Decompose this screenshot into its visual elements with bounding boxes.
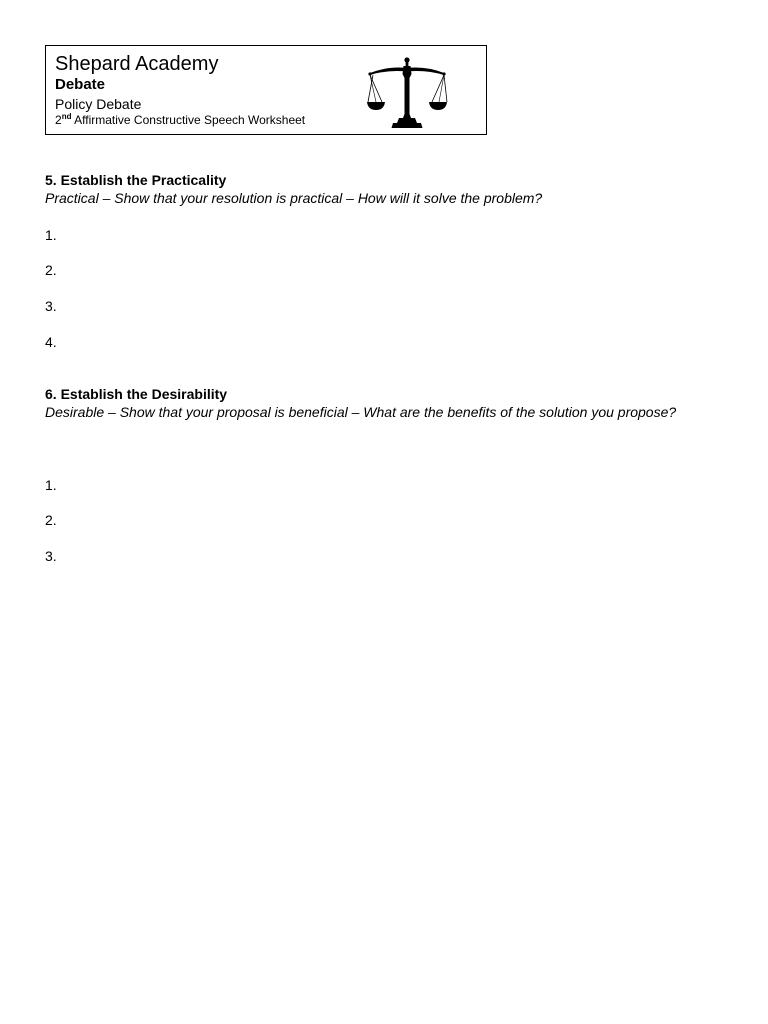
list-item: 3.	[45, 298, 57, 314]
list-item: 1.	[45, 227, 57, 243]
section-desirability	[45, 385, 685, 421]
section-description: Desirable – Show that your proposal is beneficial – What are the benefits of the solution you propose?	[45, 404, 677, 420]
list-item: 1.	[45, 477, 57, 493]
worksheet-title-text: Affirmative Constructive Speech Worksheet	[71, 113, 306, 127]
section-practicality	[45, 171, 685, 207]
worksheet-ordinal-number: 2	[55, 113, 62, 127]
section-heading: 6. Establish the Desirability	[45, 386, 228, 402]
list-item: 4.	[45, 334, 57, 350]
list-item: 2.	[45, 512, 57, 528]
list-item: 3.	[45, 548, 57, 564]
scales-of-justice-icon	[366, 56, 448, 130]
header-box	[45, 45, 487, 135]
worksheet-title	[55, 113, 305, 127]
worksheet-ordinal-suffix: nd	[61, 112, 72, 121]
subject-title: Debate	[55, 76, 106, 93]
header-text	[55, 52, 305, 127]
list-item: 2.	[45, 262, 57, 278]
school-name: Shepard Academy	[55, 53, 219, 75]
course-title: Policy Debate	[55, 96, 142, 112]
section-heading: 5. Establish the Practicality	[45, 172, 227, 188]
section-description: Practical – Show that your resolution is practical – How will it solve the problem?	[45, 190, 543, 206]
